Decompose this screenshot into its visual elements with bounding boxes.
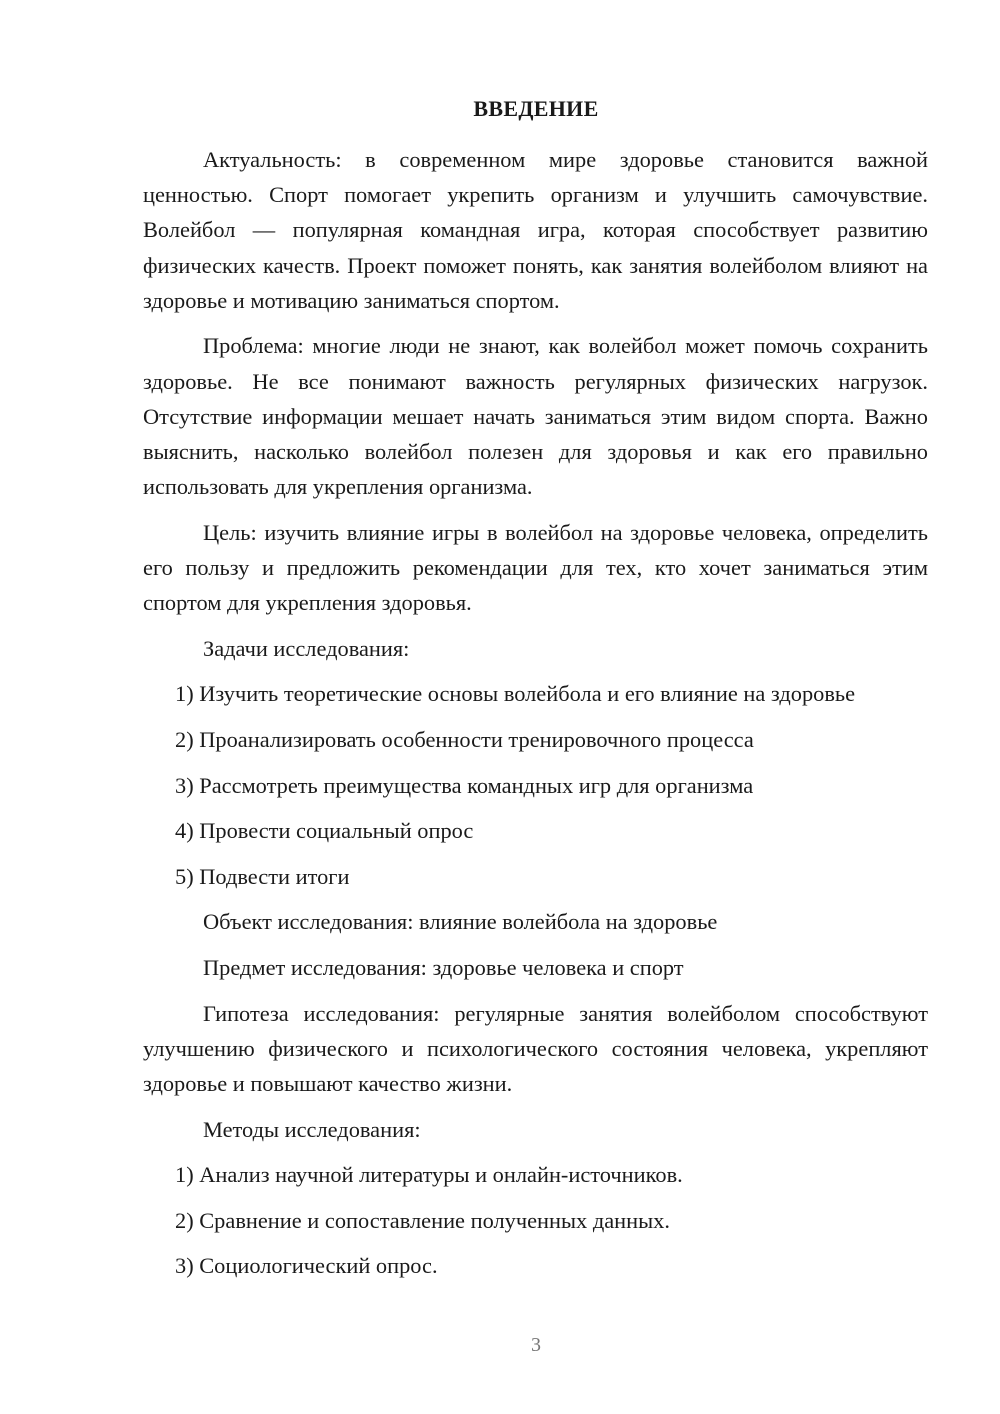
tasks-heading: Задачи исследования: bbox=[203, 635, 410, 661]
page-title: ВВЕДЕНИЕ bbox=[473, 96, 599, 121]
task-item: 2) Проанализировать особенности тренировочного процесса bbox=[175, 727, 754, 752]
goal-paragraph: Цель: изучить влияние игры в волейбол на здоровье человека, определить его пользу и предложить рекомендации для тех, кто хочет заниматься этим спортом для укрепления здоровья. bbox=[143, 519, 928, 616]
task-item: 3) Рассмотреть преимущества командных игр для организма bbox=[175, 772, 754, 798]
relevance-paragraph: Актуальность: в современном мире здоровье становится важной ценностью. Спорт помогает укрепить организм и улучшить самочувствие. Волейбол — популярная командная игра, которая способствует развитию физических качеств. Проект поможет понять, как занятия волейболом влияют на здоровье и мотивацию заниматься спортом. bbox=[143, 147, 928, 313]
hypothesis-paragraph: Гипотеза исследования: регулярные занятия волейболом способствуют улучшению физического и психологического состояния человека, укрепляют здоровье и повышают качество жизни. bbox=[143, 1000, 928, 1096]
method-item: 3) Социологический опрос. bbox=[175, 1253, 438, 1279]
page-number: 3 bbox=[531, 1334, 541, 1356]
method-item: 2) Сравнение и сопоставление полученных данных. bbox=[175, 1207, 670, 1233]
task-item: 4) Провести социальный опрос bbox=[175, 818, 474, 844]
subject-paragraph: Предмет исследования: здоровье человека и спорт bbox=[203, 954, 684, 980]
task-item: 5) Подвести итоги bbox=[175, 863, 350, 889]
document-body bbox=[143, 142, 928, 1294]
methods-heading: Методы исследования: bbox=[203, 1116, 421, 1142]
object-paragraph: Объект исследования: влияние волейбола на здоровье bbox=[203, 909, 718, 935]
task-item: 1) Изучить теоретические основы волейбола и его влияние на здоровье bbox=[175, 681, 856, 707]
problem-paragraph: Проблема: многие люди не знают, как волейбол может помочь сохранить здоровье. Не все понимают важность регулярных физических нагрузок. Отсутствие информации мешает начать заниматься этим видом спорта. Важно выяснить, насколько волейбол полезен для здоровья и как его правильно использовать для укрепления организма. bbox=[143, 333, 928, 500]
method-item: 1) Анализ научной литературы и онлайн-источников. bbox=[175, 1162, 683, 1188]
